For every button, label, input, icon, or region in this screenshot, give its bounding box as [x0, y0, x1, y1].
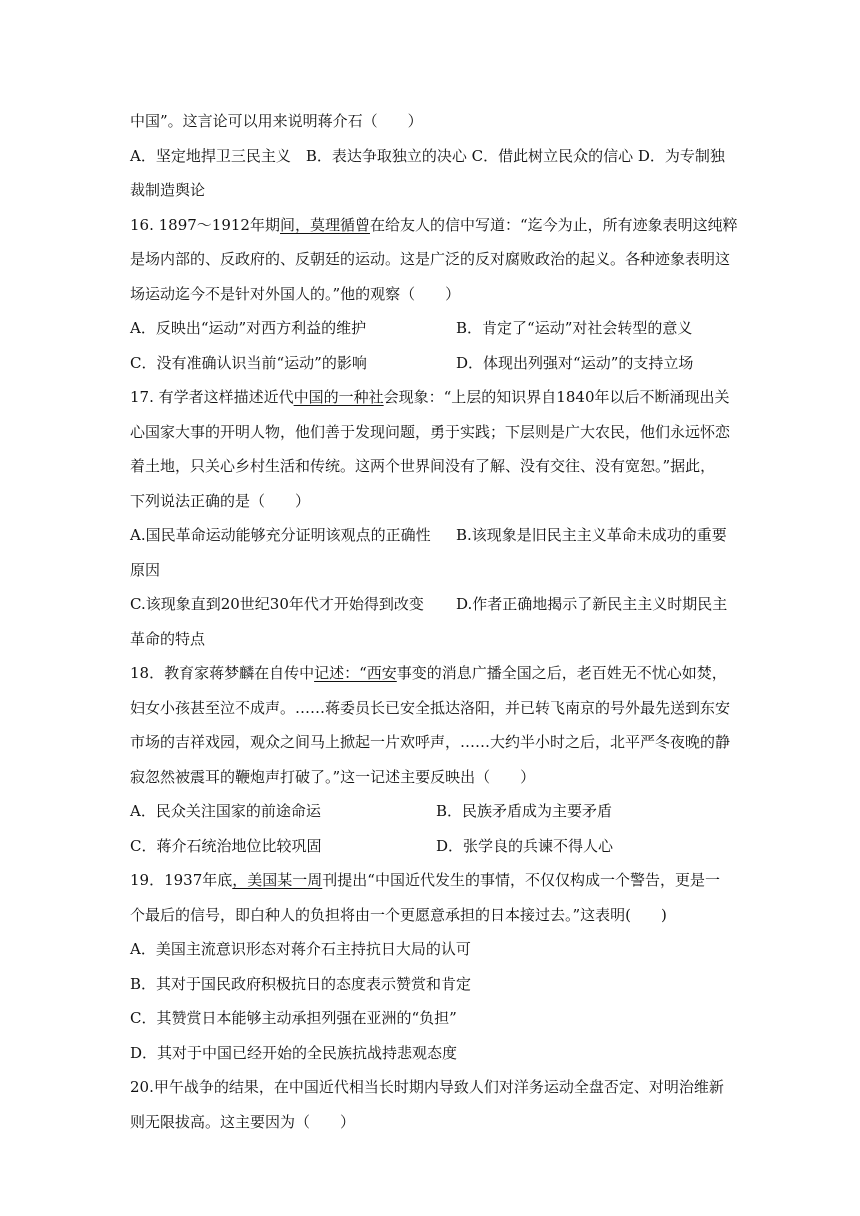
q16-stem: 16. 1897～1912年期间，莫理循曾在给友人的信中写道：“迄今为止，所有迹象表明这纯粹: [130, 215, 738, 234]
q17-stem-line: 心国家大事的开明人物，他们善于发现问题，勇于实践；下层则是广大农民，他们永远怀恋: [130, 422, 731, 441]
q19-option-d: D．其对于中国已经开始的全民族抗战持悲观态度: [130, 1043, 458, 1062]
q17-stem-line: 下列说法正确的是（ ）: [130, 491, 311, 510]
q17-option-d: D.作者正确地揭示了新民主主义时期民主: [456, 595, 728, 613]
q15-stem: 中国”。这言论可以用来说明蒋介石（ ）: [130, 112, 423, 130]
q18-options-row: [130, 794, 734, 829]
q17-option-b: B.该现象是旧民主主义革命未成功的重要: [456, 526, 727, 544]
q17-options-row: [130, 518, 734, 553]
q19-stem-line: 个最后的信号，即白种人的负担将由一个更愿意承担的日本接过去。”这表明( ): [130, 905, 667, 924]
q19-stem: 19．1937年底，美国某一周刊提出“中国近代发生的事情，不仅仅构成一个警告，更是一: [130, 871, 720, 889]
q17-option-d-cont: 革命的特点: [130, 629, 206, 648]
q18-options-row: [130, 829, 734, 864]
underlined-text: 记述：“西安: [314, 664, 397, 682]
q17-stem: 17. 有学者这样描述近代中国的一种社会现象：“上层的知识界自1840年以后不断涌现出关: [130, 388, 730, 406]
q18-option-b: B．民族矛盾成为主要矛盾: [436, 802, 613, 820]
q19-option-a: A．美国主流意识形态对蒋介石主持抗日大局的认可: [130, 940, 471, 958]
q17-options-row: [130, 587, 734, 622]
q17-option-b-cont: 原因: [130, 560, 161, 579]
q16-option-b: B．肯定了“运动”对社会转型的意义: [456, 319, 693, 337]
exam-page: [130, 104, 738, 1139]
q20-stem-line: 则无限拔高。这主要因为（ ）: [130, 1112, 356, 1131]
q18-stem-line: 市场的吉祥戏园，观众之间马上掀起一片欢呼声，……大约半小时之后，北平严冬夜晚的静: [130, 733, 731, 751]
q16-stem-line: 场运动迄今不是针对外国人的。”他的观察（ ）: [130, 284, 461, 303]
underlined-text: 间，莫理循曾: [279, 215, 370, 234]
q17-stem-line: 着土地，只关心乡村生活和传统。这两个世界间没有了解、没有交往、没有宽恕。”据此，: [130, 457, 716, 475]
q16-options-row: [130, 346, 734, 381]
q15-options-cont: 裁制造舆论: [130, 181, 206, 199]
q16-stem-line: 是场内部的、反政府的、反朝廷的运动。这是广泛的反对腐败政治的起义。各种迹象表明这: [130, 250, 731, 268]
q18-option-d: D．张学良的兵谏不得人心: [436, 836, 614, 855]
q20-stem: 20.甲午战争的结果，在中国近代相当长时期内导致人们对洋务运动全盘否定、对明治维新: [130, 1078, 724, 1096]
q18-stem-line: 寂忽然被震耳的鞭炮声打破了。”这一记述主要反映出（ ）: [130, 767, 536, 786]
underlined-text: 中国的一种社: [293, 388, 384, 406]
q17-option-a: A.国民革命运动能够充分证明该观点的正确性: [130, 526, 431, 544]
q16-option-c: C．没有准确认识当前“运动”的影响: [130, 353, 367, 372]
q18-option-c: C．蒋介石统治地位比较巩固: [130, 836, 322, 855]
q16-option-d: D．体现出列强对“运动”的支持立场: [456, 353, 694, 372]
underlined-text: ，美国某一周: [232, 871, 323, 889]
q17-option-c: C.该现象直到20世纪30年代才开始得到改变: [130, 595, 424, 613]
q19-option-c: C．其赞赏日本能够主动承担列强在亚洲的“负担”: [130, 1009, 457, 1027]
q15-options: A．坚定地捍卫三民主义 B．表达争取独立的决心 C．借此树立民众的信心 D．为专制独: [130, 146, 725, 165]
q19-option-b: B．其对于国民政府积极抗日的态度表示赞赏和肯定: [130, 974, 472, 993]
q16-options-row: [130, 311, 734, 346]
q18-stem: 18．教育家蒋梦麟在自传中记述：“西安事变的消息广播全国之后，老百姓无不忧心如焚，: [130, 664, 727, 682]
q16-option-a: A．反映出“运动”对西方利益的维护: [130, 319, 367, 337]
q18-option-a: A．民众关注国家的前途命运: [130, 802, 321, 820]
q18-stem-line: 妇女小孩甚至泣不成声。……蒋委员长已安全抵达洛阳，并已转飞南京的号外最先送到东安: [130, 698, 731, 717]
